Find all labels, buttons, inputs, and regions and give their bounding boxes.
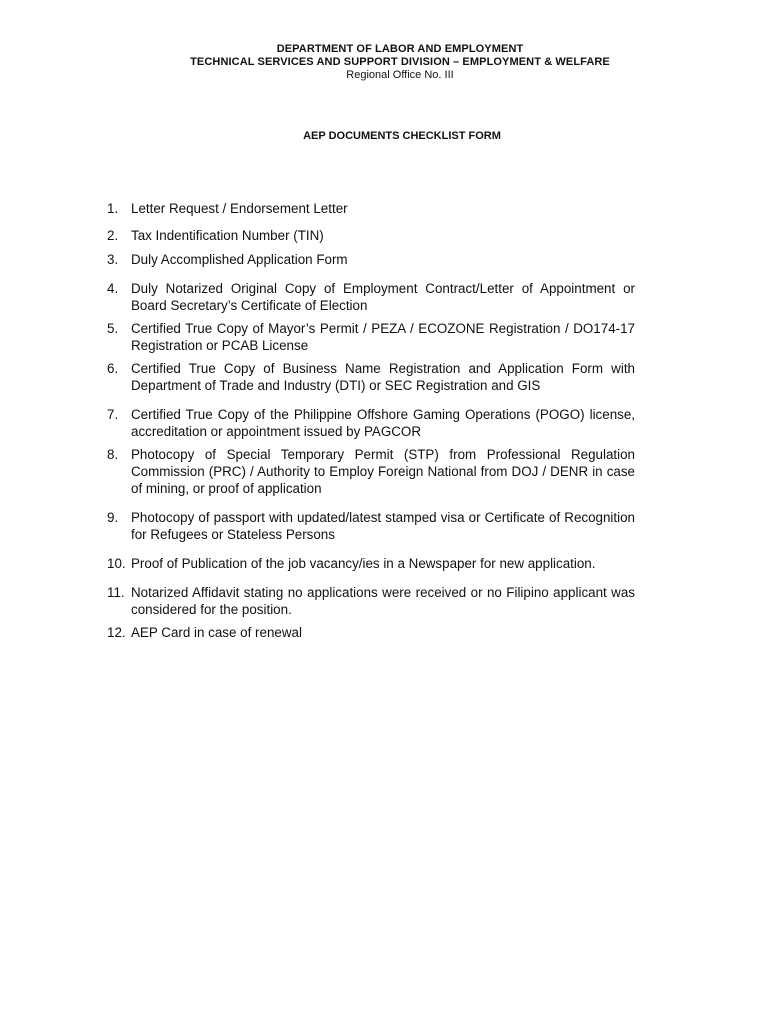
item-number: 1. bbox=[107, 201, 119, 216]
item-number: 11. bbox=[107, 585, 125, 600]
item-number: 6. bbox=[107, 361, 119, 376]
header-regional-office: Regional Office No. III bbox=[346, 69, 454, 81]
checklist-item-1 bbox=[107, 200, 635, 217]
checklist-item-12 bbox=[107, 624, 635, 641]
item-number: 10. bbox=[107, 556, 126, 571]
form-title: AEP DOCUMENTS CHECKLIST FORM bbox=[303, 130, 501, 142]
item-number: 9. bbox=[107, 510, 119, 525]
item-number: 3. bbox=[107, 252, 119, 267]
item-text: Duly Notarized Original Copy of Employment Contract/Letter of Appointment or Board Secretary’s Certificate of Election bbox=[131, 281, 635, 313]
checklist-item-10 bbox=[107, 555, 635, 572]
checklist-item-11 bbox=[107, 584, 635, 618]
item-text: Photocopy of passport with updated/latest stamped visa or Certificate of Recognition for Refugees or Stateless Persons bbox=[131, 510, 635, 542]
item-number: 5. bbox=[107, 321, 119, 336]
checklist-item-2 bbox=[107, 227, 635, 244]
item-number: 4. bbox=[107, 281, 119, 296]
item-number: 12. bbox=[107, 625, 126, 640]
header-division: TECHNICAL SERVICES AND SUPPORT DIVISION – EMPLOYMENT & WELFARE bbox=[190, 56, 610, 68]
checklist-item-9 bbox=[107, 509, 635, 543]
checklist-item-6 bbox=[107, 360, 635, 394]
checklist-item-5 bbox=[107, 320, 635, 354]
item-text: Tax Indentification Number (TIN) bbox=[131, 228, 324, 243]
item-number: 7. bbox=[107, 407, 119, 422]
checklist-item-4 bbox=[107, 280, 635, 314]
item-text: Notarized Affidavit stating no applications were received or no Filipino applicant was considered for the position. bbox=[131, 585, 635, 617]
item-number: 8. bbox=[107, 447, 119, 462]
header-department: DEPARTMENT OF LABOR AND EMPLOYMENT bbox=[276, 43, 524, 55]
checklist-item-3 bbox=[107, 251, 635, 268]
checklist-item-7 bbox=[107, 406, 635, 440]
item-text: Photocopy of Special Temporary Permit (STP) from Professional Regulation Commission (PRC) / Authority to Employ Foreign National from DOJ / DENR in case of mining, or proof of application bbox=[131, 447, 635, 496]
checklist bbox=[107, 200, 635, 641]
item-text: Certified True Copy of Business Name Registration and Application Form with Department of Trade and Industry (DTI) or SEC Registration and GIS bbox=[131, 361, 635, 393]
item-number: 2. bbox=[107, 228, 119, 243]
item-text: Certified True Copy of Mayor’s Permit / PEZA / ECOZONE Registration / DO174-17 Registration or PCAB License bbox=[131, 321, 635, 353]
document-header bbox=[0, 43, 768, 82]
item-text: Duly Accomplished Application Form bbox=[131, 252, 348, 267]
checklist-item-8 bbox=[107, 446, 635, 497]
item-text: Letter Request / Endorsement Letter bbox=[131, 201, 348, 216]
item-text: AEP Card in case of renewal bbox=[131, 625, 302, 640]
item-text: Proof of Publication of the job vacancy/ies in a Newspaper for new application. bbox=[131, 556, 596, 571]
item-text: Certified True Copy of the Philippine Offshore Gaming Operations (POGO) license, accreditation or appointment issued by PAGCOR bbox=[131, 407, 635, 439]
